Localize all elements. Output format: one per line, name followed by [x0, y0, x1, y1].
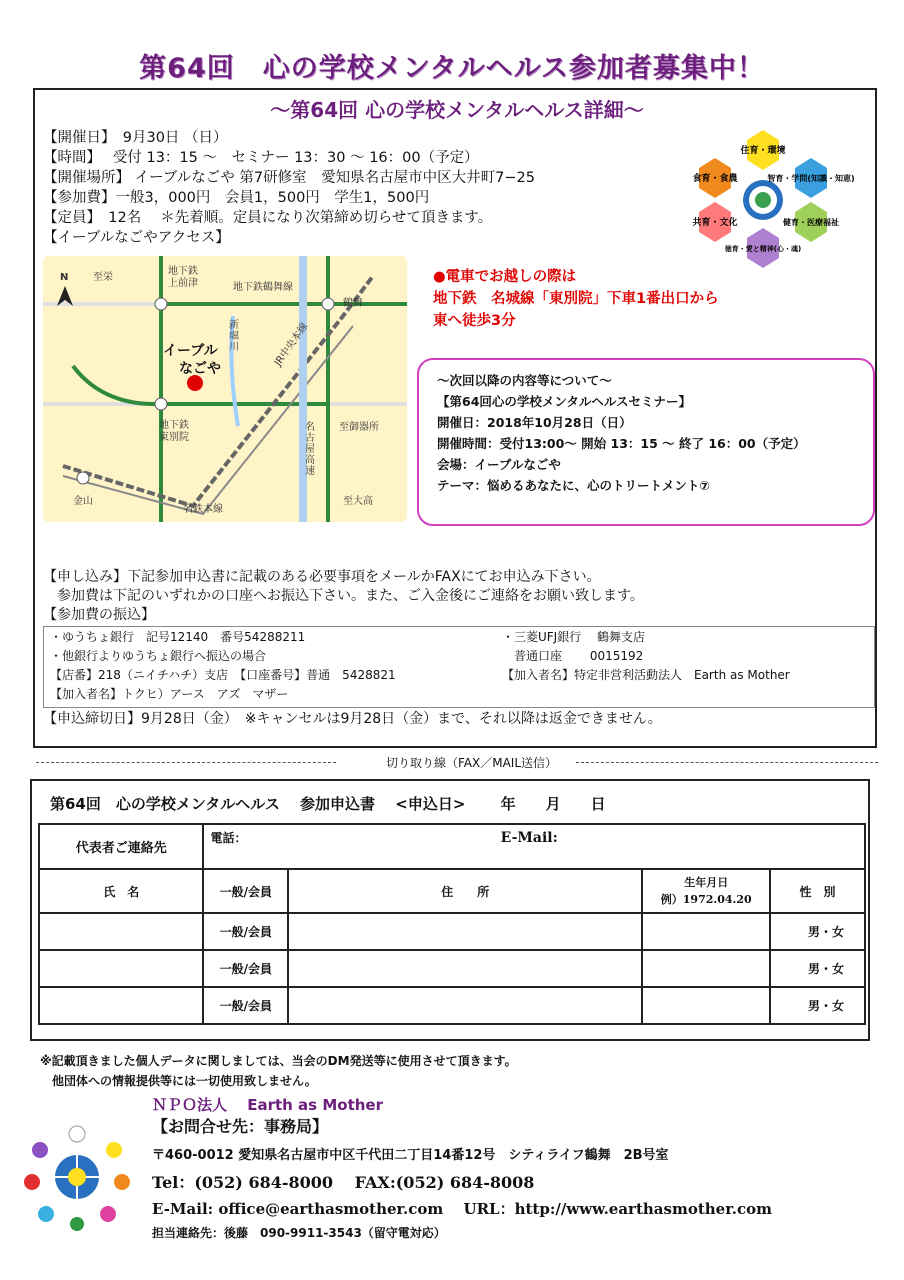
- hex-label-living: 住育・環境: [740, 146, 786, 156]
- bank-ufj: ・三菱UFJ銀行 鶴舞支店: [502, 630, 646, 644]
- type-choice[interactable]: 一般/会員: [203, 987, 288, 1024]
- next-venue: 会場：イーブルなごや: [437, 457, 561, 472]
- birthdate-field[interactable]: [642, 913, 770, 950]
- phone-label: 電話：: [210, 831, 247, 845]
- header-type: 一般/会員: [203, 869, 288, 913]
- privacy-note-2: 他団体への情報提供等には一切使用致しません。: [40, 1074, 317, 1088]
- gender-choice[interactable]: 男・女: [770, 913, 865, 950]
- map-label-tsurumai-line: 地下鉄鶴舞線: [233, 282, 293, 293]
- name-field[interactable]: [39, 950, 203, 987]
- capacity-line: 【定員】 12名 ＊先着順。定員になり次第締め切らせて頂きます。: [43, 210, 493, 226]
- six-education-hexagons: [685, 130, 867, 280]
- application-line-1: 【申し込み】下記参加申込書に記載のある必要事項をメールかFAXにてお申込み下さい。: [43, 569, 601, 585]
- details-box: [33, 88, 877, 748]
- privacy-note-1: ※記載頂きました個人データに関しましては、当会のDM発送等に使用させて頂きます。: [40, 1054, 517, 1068]
- deadline-line: 【申込締切日】9月28日（金） ※キャンセルは9月28日（金）まで、それ以降は返金できません。: [43, 711, 662, 727]
- earth-as-mother-logo: [22, 1122, 132, 1232]
- birthdate-field[interactable]: [642, 950, 770, 987]
- access-heading: 【イーブルなごやアクセス】: [43, 230, 230, 246]
- header-address: 住 所: [288, 869, 642, 913]
- fee-line: 【参加費】一般3，000円 会員1，500円 学生1，500円: [43, 190, 430, 206]
- contact-tel-fax: Tel：(052) 684-8000 FAX:(052) 684-8008: [152, 1173, 535, 1192]
- bank-transfer-note: ・他銀行よりゆうちょ銀行へ振込の場合: [50, 649, 267, 663]
- hex-label-spirit: 徳育・愛と精神(心・魂): [724, 245, 802, 253]
- form-table: [38, 823, 866, 1025]
- rep-contact-field[interactable]: [203, 824, 865, 869]
- rep-contact-label: 代表者ご連絡先: [39, 824, 203, 869]
- bank-yucho: ・ゆうちょ銀行 記号12140 番号54288211: [50, 630, 306, 644]
- bank-right-column: [502, 628, 790, 685]
- birthdate-example: 例）1972.04.20: [660, 893, 752, 906]
- name-field[interactable]: [39, 913, 203, 950]
- gender-choice[interactable]: 男・女: [770, 987, 865, 1024]
- cut-line-label: 切り取り線（FAX／MAIL送信）: [386, 756, 558, 770]
- date-line: 【開催日】 9月30日 （日）: [43, 130, 228, 146]
- hex-label-health: 健育・医療福祉: [783, 218, 839, 227]
- bank-left-column: [50, 628, 396, 704]
- form-row: [39, 987, 865, 1024]
- type-choice[interactable]: 一般/会員: [203, 950, 288, 987]
- address-field[interactable]: [288, 913, 642, 950]
- header-gender: 性 別: [770, 869, 865, 913]
- contact-person: 担当連絡先：後藤 090-9911-3543（留守電対応）: [152, 1226, 446, 1240]
- map-label-subway1: 地下鉄: [168, 266, 198, 277]
- bank-account-name: 【加入者名】トクヒ）アース アズ マザー: [50, 687, 289, 701]
- hex-label-culture: 共育・文化: [692, 218, 738, 228]
- form-row: [39, 950, 865, 987]
- header-name: 氏 名: [39, 869, 203, 913]
- contact-email-url: E-Mail: office@earthasmother.com URL：http://www.earthasmother.com: [152, 1200, 772, 1218]
- next-seminar-box: [417, 358, 875, 526]
- address-field[interactable]: [288, 987, 642, 1024]
- email-label: E-Mail:: [500, 830, 558, 846]
- map-label-subway2: 地下鉄: [159, 420, 189, 431]
- cut-dash-right: [576, 762, 878, 763]
- next-time: 開催時間：受付13:00～ 開始 13：15 ～ 終了 16：00（予定）: [437, 436, 806, 451]
- application-form: [30, 779, 870, 1041]
- access-line-2: 地下鉄 名城線「東別院」下車1番出口から: [433, 291, 719, 307]
- payment-heading: 【参加費の振込】: [43, 607, 155, 623]
- map-label-kanayama: 金山: [73, 496, 93, 507]
- bank-branch: 【店番】218（ニイチハチ）支店 【口座番号】普通 5428821: [50, 668, 396, 682]
- access-map: [43, 256, 407, 522]
- map-label-north: N: [60, 272, 69, 283]
- map-label-shinhorikawa: 新堀川: [229, 320, 239, 353]
- map-label-odaka: 至大高: [343, 496, 373, 507]
- type-choice[interactable]: 一般/会員: [203, 913, 288, 950]
- page-title: 第64回 心の学校メンタルヘルス参加者募集中！: [139, 53, 765, 84]
- bank-ufj-name: 【加入者名】特定非営利活動法人 Earth as Mother: [502, 668, 790, 682]
- next-date: 開催日：2018年10月28日（日）: [437, 415, 632, 430]
- address-field[interactable]: [288, 950, 642, 987]
- map-label-nagoya: なごや: [179, 361, 221, 377]
- contact-address: 〒460-0012 愛知県名古屋市中区千代田二丁目14番12号 シティライフ鶴舞 2B号室: [152, 1148, 669, 1163]
- contact-heading: 【お問合せ先：事務局】: [152, 1117, 329, 1136]
- cut-line: [36, 754, 878, 770]
- details-subtitle: ～第64回 心の学校メンタルヘルス詳細～: [270, 98, 644, 122]
- time-line: 【時間】 受付 13：15 ～ セミナー 13：30 ～ 16：00（予定）: [43, 150, 479, 166]
- map-label-kamimaezu: 上前津: [168, 278, 198, 289]
- map-label-tsurumai: 鶴舞: [343, 298, 363, 309]
- venue-line: 【開催場所】 イーブルなごや 第7研修室 愛知県名古屋市中区大井町7−25: [43, 170, 535, 186]
- bank-info-box: [43, 626, 875, 708]
- bank-ufj-account: 普通口座 0015192: [502, 649, 644, 663]
- header-birthdate: [642, 869, 770, 913]
- hex-label-wisdom: 智育・学問(知識・知恵): [767, 174, 855, 183]
- map-label-evuru: イーブル: [163, 343, 218, 359]
- npo-name: ＮＰＯ法人 Earth as Mother: [152, 1096, 383, 1114]
- birthdate-field[interactable]: [642, 987, 770, 1024]
- form-row: [39, 913, 865, 950]
- form-title: 第64回 心の学校メンタルヘルス 参加申込書 <申込日> 年 月 日: [50, 795, 606, 813]
- map-label-jr-line: JR中央本線: [272, 321, 311, 369]
- hex-label-food: 食育・食農: [692, 174, 738, 184]
- application-line-2: 参加費は下記のいずれかの口座へお振込下さい。また、ご入金後にご連絡をお願い致します。: [43, 588, 644, 604]
- map-label-gokiso: 至御器所: [339, 422, 379, 433]
- cut-dash-left: [36, 762, 336, 763]
- map-label-meitetsu: 名鉄本線: [183, 504, 223, 515]
- map-label-expressway: 名古屋高速: [305, 422, 315, 477]
- access-line-1: ●電車でお越しの際は: [433, 269, 577, 285]
- next-theme: テーマ：悩めるあなたに、心のトリートメント⑦: [437, 478, 710, 493]
- map-label-sakae: 至栄: [93, 272, 113, 283]
- birthdate-label: 生年月日: [684, 876, 729, 889]
- gender-choice[interactable]: 男・女: [770, 950, 865, 987]
- next-title: 【第64回心の学校メンタルヘルスセミナー】: [437, 394, 692, 409]
- name-field[interactable]: [39, 987, 203, 1024]
- map-label-higashibetsuin: 東別院: [159, 432, 189, 443]
- next-heading: ～次回以降の内容等について～: [437, 373, 612, 388]
- access-line-3: 東へ徒歩3分: [433, 313, 516, 329]
